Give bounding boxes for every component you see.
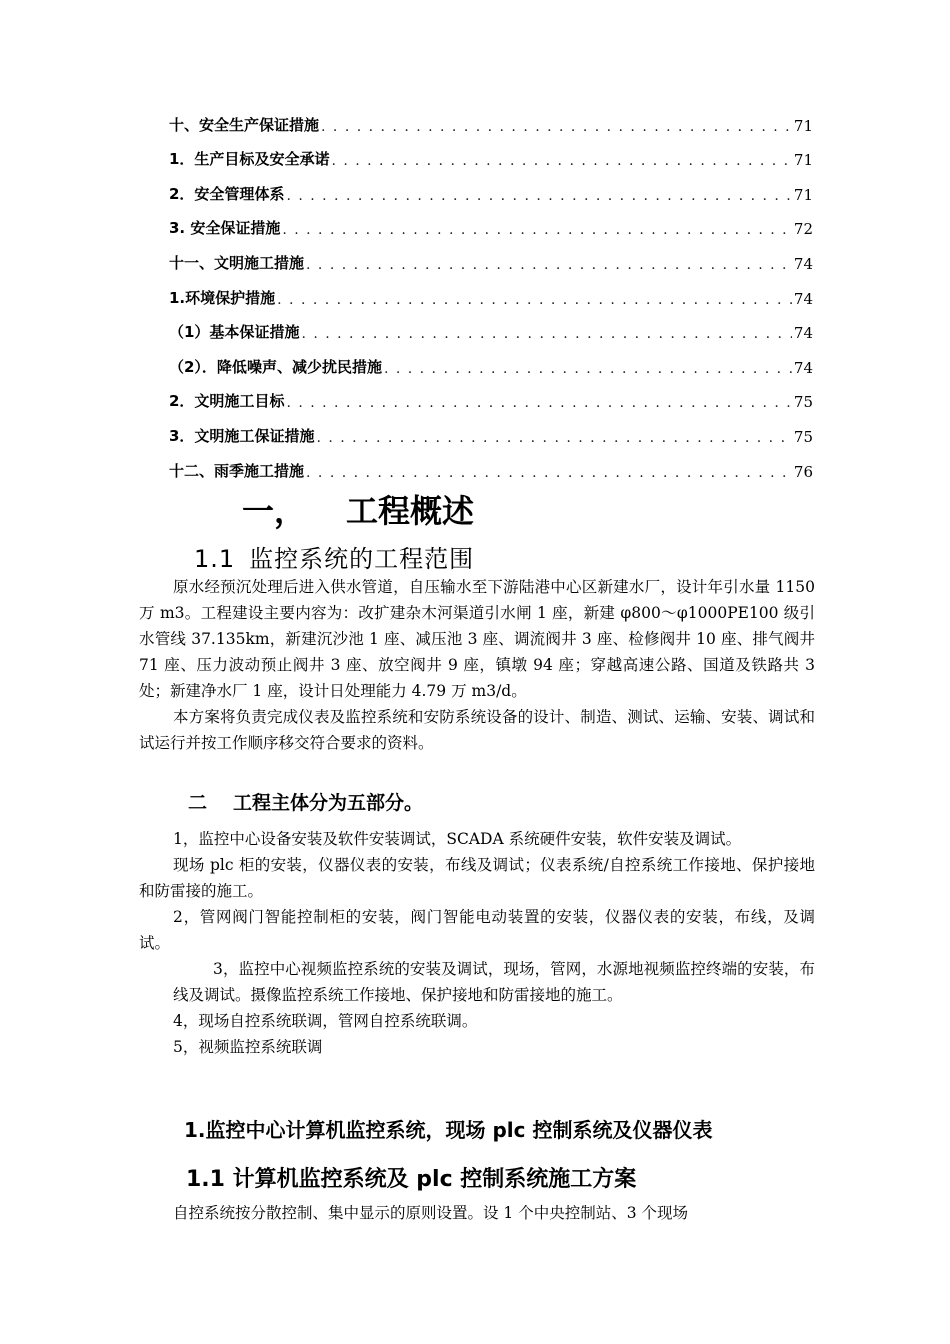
list-item: 5，视频监控系统联调 [173, 1038, 323, 1056]
toc-entry-title: 2．文明施工目标 [169, 392, 285, 411]
toc-page-number: 74 [793, 358, 813, 377]
list-item: 2，管网阀门智能控制柜的安装，阀门智能电动装置的安装，仪器仪表的安装，布线，及调试。 [139, 908, 815, 952]
toc-page-number: 72 [793, 220, 813, 239]
toc-page-number: 71 [793, 185, 813, 204]
toc-entry[interactable] [169, 135, 813, 170]
toc-leader-dots [286, 395, 791, 411]
section-heading-2 [188, 788, 423, 815]
toc-entry[interactable] [169, 100, 813, 135]
list-item: 4，现场自控系统联调，管网自控系统联调。 [173, 1012, 478, 1030]
section-heading-1 [242, 486, 474, 532]
toc-entry[interactable] [169, 204, 813, 239]
toc-entry-title: （2）．降低噪声、减少扰民措施 [169, 357, 382, 376]
toc-leader-dots [301, 326, 791, 342]
toc-entry[interactable] [169, 446, 813, 481]
list-item: 现场 plc 柜的安装，仪器仪表的安装，布线及调试；仪表系统/自控系统工作接地、保护接地和防雷接的施工。 [139, 856, 815, 900]
list-item: 1，监控中心设备安装及软件安装调试，SCADA 系统硬件安装，软件安装及调试。 [173, 830, 742, 848]
toc-entry[interactable] [169, 308, 813, 343]
subsection-heading [194, 539, 474, 574]
section-number: 二 [188, 792, 208, 814]
toc-leader-dots [306, 257, 792, 273]
chapter-subheading: 1.1 计算机监控系统及 plc 控制系统施工方案 [186, 1167, 637, 1192]
toc-page-number: 74 [793, 324, 813, 343]
section-title: 工程主体分为五部分。 [233, 792, 424, 814]
toc-leader-dots [384, 361, 792, 377]
paragraph: 原水经预沉处理后进入供水管道，自压输水至下游陆港中心区新建水厂，设计年引水量 1150 万 m3。工程建设主要内容为：改扩建杂木河渠道引水闸 1 座，新建 φ800～φ1000PE100 级引水管线 37.135km，新建沉沙池 1 座、减压池 3 座、调流阀井 3 座、检修阀井 10 座、排气阀井 71 座、压力波动预止阀井 3 座、放空阀井 9 座，镇墩 94 座；穿越高速公路、国道及铁路共 3 处；新建净水厂 1 座，设计日处理能力 4.79 万 m3/d。 [139, 578, 815, 700]
list-item: 3，监控中心视频监控系统的安装及调试，现场，管网，水源地视频监控终端的安装，布线及调试。摄像监控系统工作接地、保护接地和防雷接地的施工。 [173, 960, 815, 1004]
toc-entry[interactable] [169, 273, 813, 308]
toc-leader-dots [321, 119, 792, 135]
section-title: 工程概述 [346, 492, 475, 530]
toc-entry-title: 1.环境保护措施 [169, 288, 276, 307]
toc-entry[interactable] [169, 238, 813, 273]
toc-entry-title: 1．生产目标及安全承诺 [169, 150, 330, 169]
toc-entry[interactable] [169, 411, 813, 446]
toc-leader-dots [277, 292, 792, 308]
subsection-title: 监控系统的工程范围 [249, 545, 475, 573]
toc-leader-dots [316, 430, 791, 446]
toc-leader-dots [331, 153, 791, 169]
subsection-number: 1.1 [194, 545, 236, 573]
toc-entry-title: 2．安全管理体系 [169, 184, 285, 203]
toc-entry-title: 3．文明施工保证措施 [169, 426, 315, 445]
table-of-contents [169, 100, 813, 481]
chapter-heading: 1.监控中心计算机监控系统，现场 plc 控制系统及仪器仪表 [184, 1118, 713, 1142]
toc-leader-dots [282, 222, 792, 238]
toc-entry-title: 十一、文明施工措施 [169, 253, 305, 272]
toc-page-number: 74 [793, 254, 813, 273]
intro-body [139, 574, 815, 756]
toc-page-number: 75 [793, 393, 813, 412]
toc-page-number: 71 [793, 116, 813, 135]
toc-entry-title: 十、安全生产保证措施 [169, 115, 320, 134]
trailing-paragraph: 自控系统按分散控制、集中显示的原则设置。设 1 个中央控制站、3 个现场 [173, 1204, 689, 1222]
toc-page-number: 74 [793, 289, 813, 308]
paragraph: 本方案将负责完成仪表及监控系统和安防系统设备的设计、制造、测试、运输、安装、调试和试运行并按工作顺序移交符合要求的资料。 [139, 708, 815, 752]
toc-entry-title: （1）基本保证措施 [169, 323, 300, 342]
toc-entry[interactable] [169, 377, 813, 412]
toc-entry-title: 3. 安全保证措施 [169, 219, 281, 238]
toc-entry[interactable] [169, 169, 813, 204]
toc-entry[interactable] [169, 342, 813, 377]
toc-leader-dots [286, 188, 791, 204]
toc-page-number: 75 [793, 427, 813, 446]
toc-page-number: 71 [793, 151, 813, 170]
toc-page-number: 76 [793, 462, 813, 481]
section-number: 一， [242, 492, 307, 530]
parts-list [139, 826, 815, 1060]
toc-entry-title: 十二、雨季施工措施 [169, 461, 305, 480]
toc-leader-dots [306, 465, 792, 481]
